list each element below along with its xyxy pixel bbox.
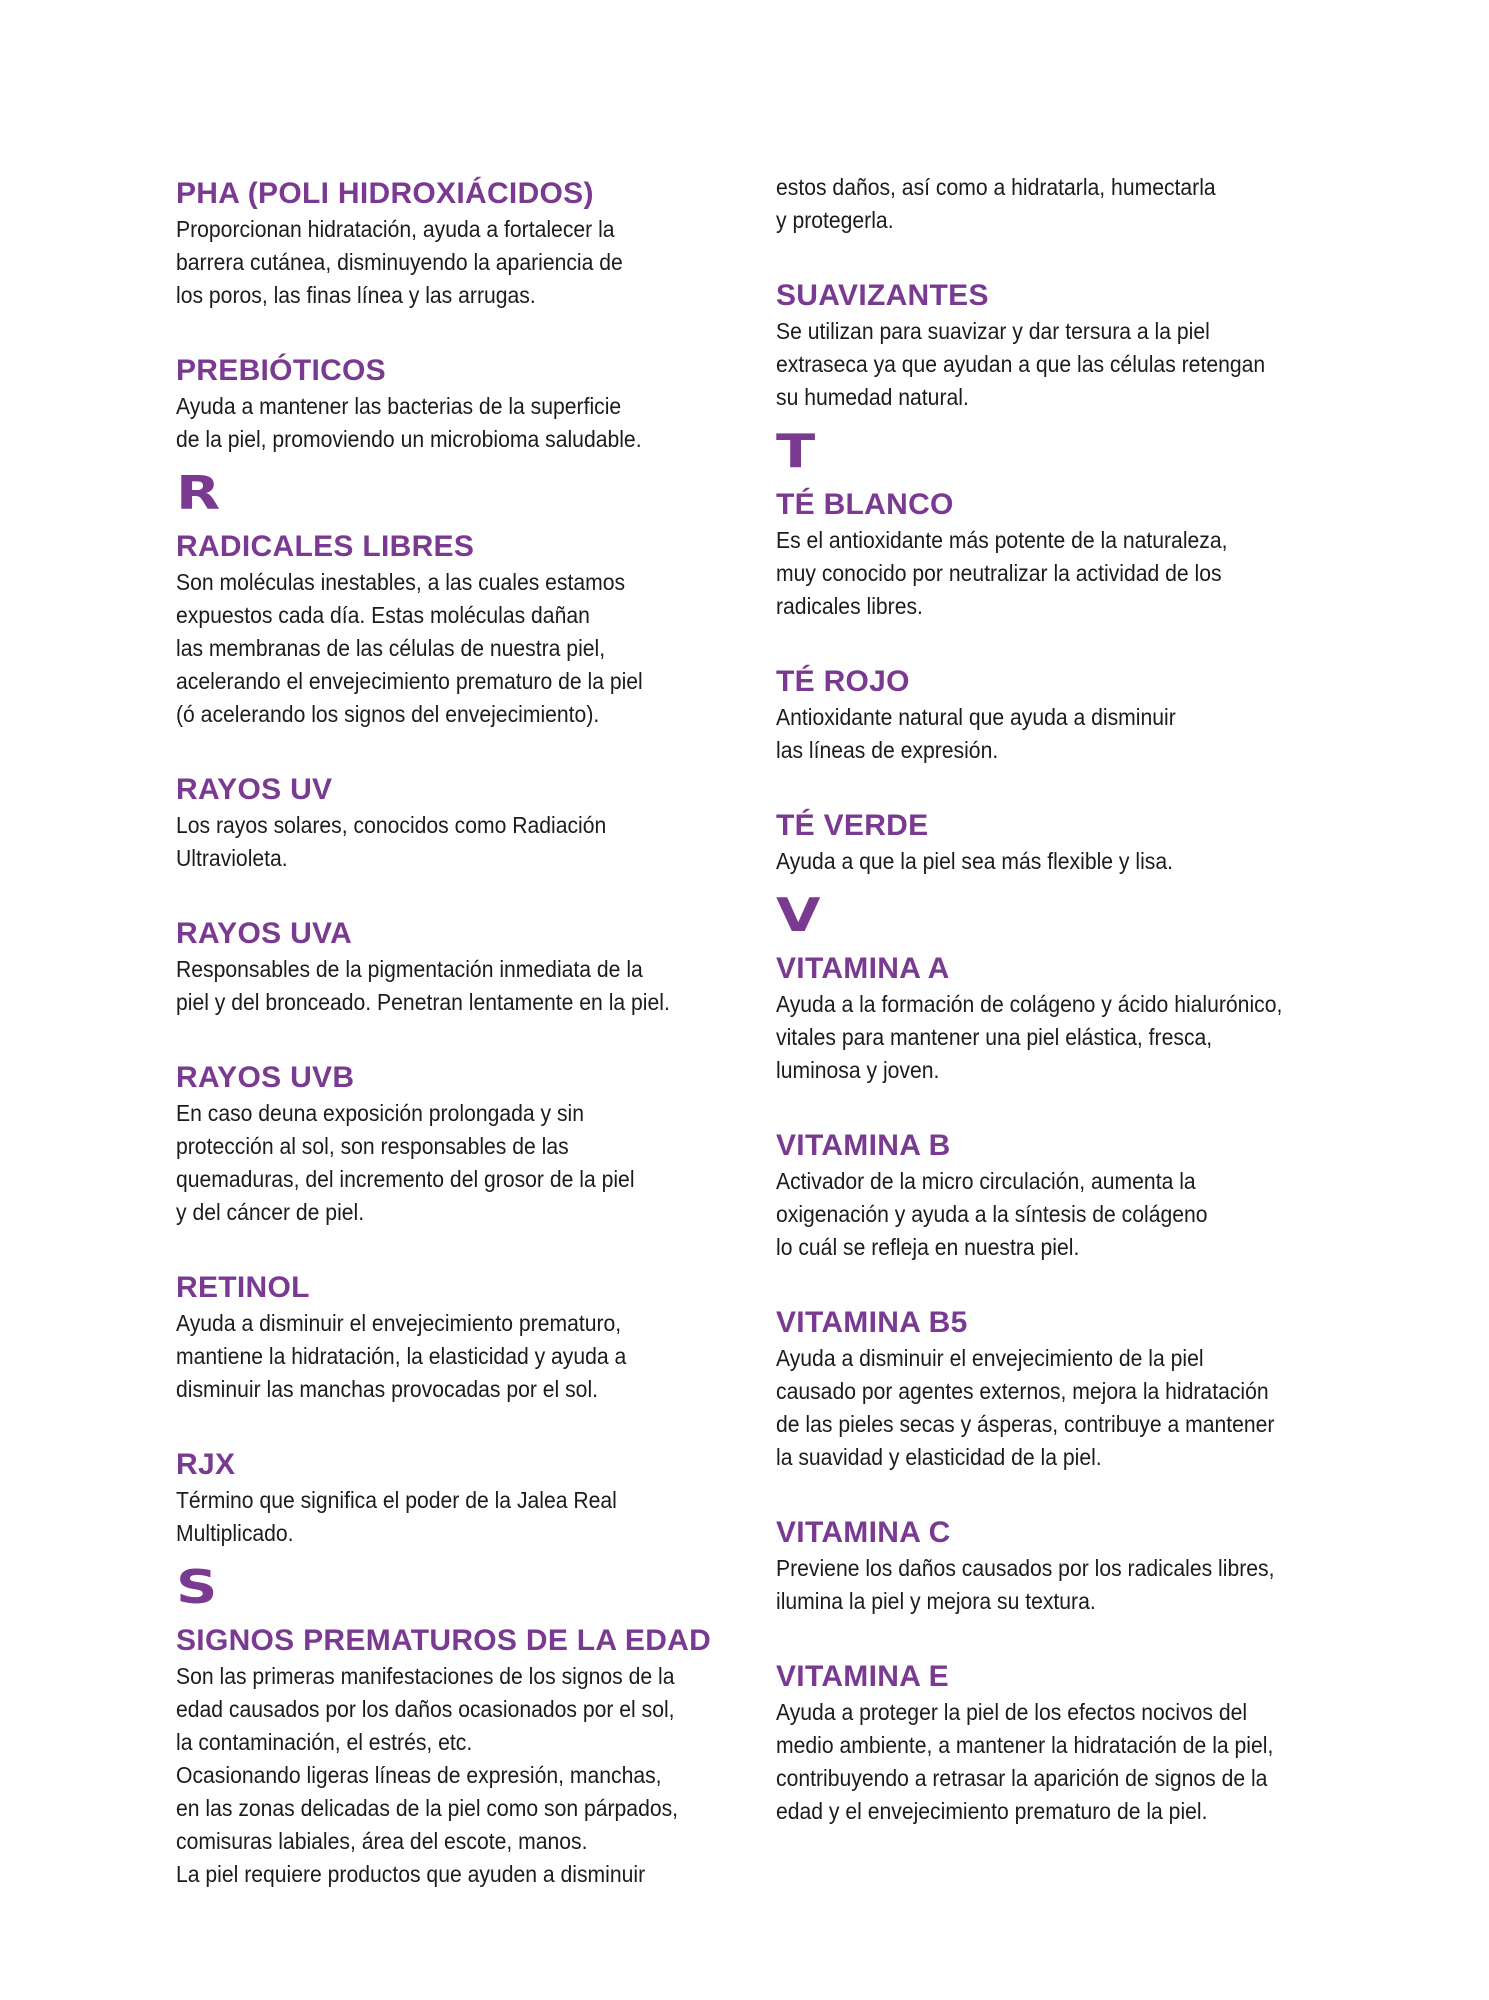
section-letter-v: V — [776, 888, 821, 942]
term-title: PHA (POLI HIDROXIÁCIDOS) — [176, 177, 594, 210]
section-letter-r: R — [176, 466, 221, 520]
entry-signos-prematuros — [176, 1624, 736, 1891]
entry-rayos-uv — [176, 773, 736, 875]
term-definition: Son moléculas inestables, a las cuales estamos expuestos cada día. Estas moléculas dañan las membranas de las células de nuestra piel, acelerando el envejecimiento prematuro de la piel (ó acelerando los signos del envejecimiento). — [176, 569, 643, 727]
term-definition: Activador de la micro circulación, aumenta la oxigenación y ayuda a la síntesis de colágeno lo cuál se refleja en nuestra piel. — [776, 1168, 1208, 1260]
entry-te-rojo — [776, 665, 1346, 767]
term-title: RAYOS UV — [176, 773, 333, 806]
term-title: VITAMINA C — [776, 1516, 951, 1549]
term-definition: Ayuda a la formación de colágeno y ácido hialurónico, vitales para mantener una piel elástica, fresca, luminosa y joven. — [776, 991, 1283, 1083]
term-definition: Ayuda a disminuir el envejecimiento prematuro, mantiene la hidratación, la elasticidad y ayuda a disminuir las manchas provocadas por el sol. — [176, 1310, 627, 1402]
entry-retinol — [176, 1271, 736, 1406]
left-column — [176, 177, 736, 1933]
term-title: VITAMINA A — [776, 952, 950, 985]
term-title: VITAMINA E — [776, 1660, 949, 1693]
entry-te-verde — [776, 809, 1346, 878]
signos-definition-continued: estos daños, así como a hidratarla, humectarla y protegerla. — [776, 174, 1216, 233]
term-title: SUAVIZANTES — [776, 279, 989, 312]
entry-prebioticos — [176, 354, 736, 456]
entry-suavizantes — [776, 279, 1346, 414]
entry-pha — [176, 177, 736, 312]
term-title: TÉ ROJO — [776, 665, 910, 698]
section-letter-t: T — [776, 424, 816, 478]
term-title: TÉ VERDE — [776, 809, 929, 842]
term-definition: En caso deuna exposición prolongada y sin protección al sol, son responsables de las quemaduras, del incremento del grosor de la piel y del cáncer de piel. — [176, 1100, 635, 1225]
term-title: SIGNOS PREMATUROS DE LA EDAD — [176, 1624, 712, 1657]
right-column — [776, 174, 1346, 1870]
entry-te-blanco — [776, 488, 1346, 623]
term-title: RADICALES LIBRES — [176, 530, 475, 563]
term-definition: Antioxidante natural que ayuda a disminuir las líneas de expresión. — [776, 704, 1176, 763]
term-definition: Término que significa el poder de la Jalea Real Multiplicado. — [176, 1487, 617, 1546]
term-definition: Los rayos solares, conocidos como Radiación Ultravioleta. — [176, 812, 607, 871]
entry-vitamina-b — [776, 1129, 1346, 1264]
entry-rayos-uva — [176, 917, 736, 1019]
term-title: TÉ BLANCO — [776, 488, 954, 521]
term-definition: Ayuda a disminuir el envejecimiento de la piel causado por agentes externos, mejora la hidratación de las pieles secas y ásperas, contribuye a mantener la suavidad y elasticidad de la piel. — [776, 1345, 1275, 1470]
term-title: RETINOL — [176, 1271, 310, 1304]
term-definition: Previene los daños causados por los radicales libres, ilumina la piel y mejora su textura. — [776, 1555, 1275, 1614]
term-definition: Proporcionan hidratación, ayuda a fortalecer la barrera cutánea, disminuyendo la apariencia de los poros, las finas línea y las arrugas. — [176, 216, 623, 308]
section-letter-s: S — [176, 1560, 218, 1614]
term-title: RAYOS UVB — [176, 1061, 355, 1094]
term-title: VITAMINA B5 — [776, 1306, 968, 1339]
term-title: RAYOS UVA — [176, 917, 353, 950]
entry-radicales-libres — [176, 530, 736, 731]
entry-rayos-uvb — [176, 1061, 736, 1229]
entry-vitamina-c — [776, 1516, 1346, 1618]
term-title: PREBIÓTICOS — [176, 354, 386, 387]
term-title: VITAMINA B — [776, 1129, 951, 1162]
term-definition: Se utilizan para suavizar y dar tersura a la piel extraseca ya que ayudan a que las células retengan su humedad natural. — [776, 318, 1266, 410]
term-definition: Responsables de la pigmentación inmediata de la piel y del bronceado. Penetran lentamente en la piel. — [176, 956, 670, 1015]
term-definition: Son las primeras manifestaciones de los signos de la edad causados por los daños ocasionados por el sol, la contaminación, el estrés, etc. Ocasionando ligeras líneas de expresión, manchas, en las zonas delicadas de la piel como son párpados, comisuras labiales, área del escote, manos. La piel requiere productos que ayuden a disminuir — [176, 1663, 679, 1887]
term-title: RJX — [176, 1448, 236, 1481]
entry-vitamina-b5 — [776, 1306, 1346, 1474]
entry-vitamina-e — [776, 1660, 1346, 1828]
term-definition: Es el antioxidante más potente de la naturaleza, muy conocido por neutralizar la actividad de los radicales libres. — [776, 527, 1228, 619]
term-definition: Ayuda a que la piel sea más flexible y lisa. — [776, 848, 1173, 874]
term-definition: Ayuda a mantener las bacterias de la superficie de la piel, promoviendo un microbioma saludable. — [176, 393, 642, 452]
entry-rjx — [176, 1448, 736, 1550]
term-definition: Ayuda a proteger la piel de los efectos nocivos del medio ambiente, a mantener la hidratación de la piel, contribuyendo a retrasar la aparición de signos de la edad y el envejecimiento prematuro de la piel. — [776, 1699, 1274, 1824]
entry-vitamina-a — [776, 952, 1346, 1087]
